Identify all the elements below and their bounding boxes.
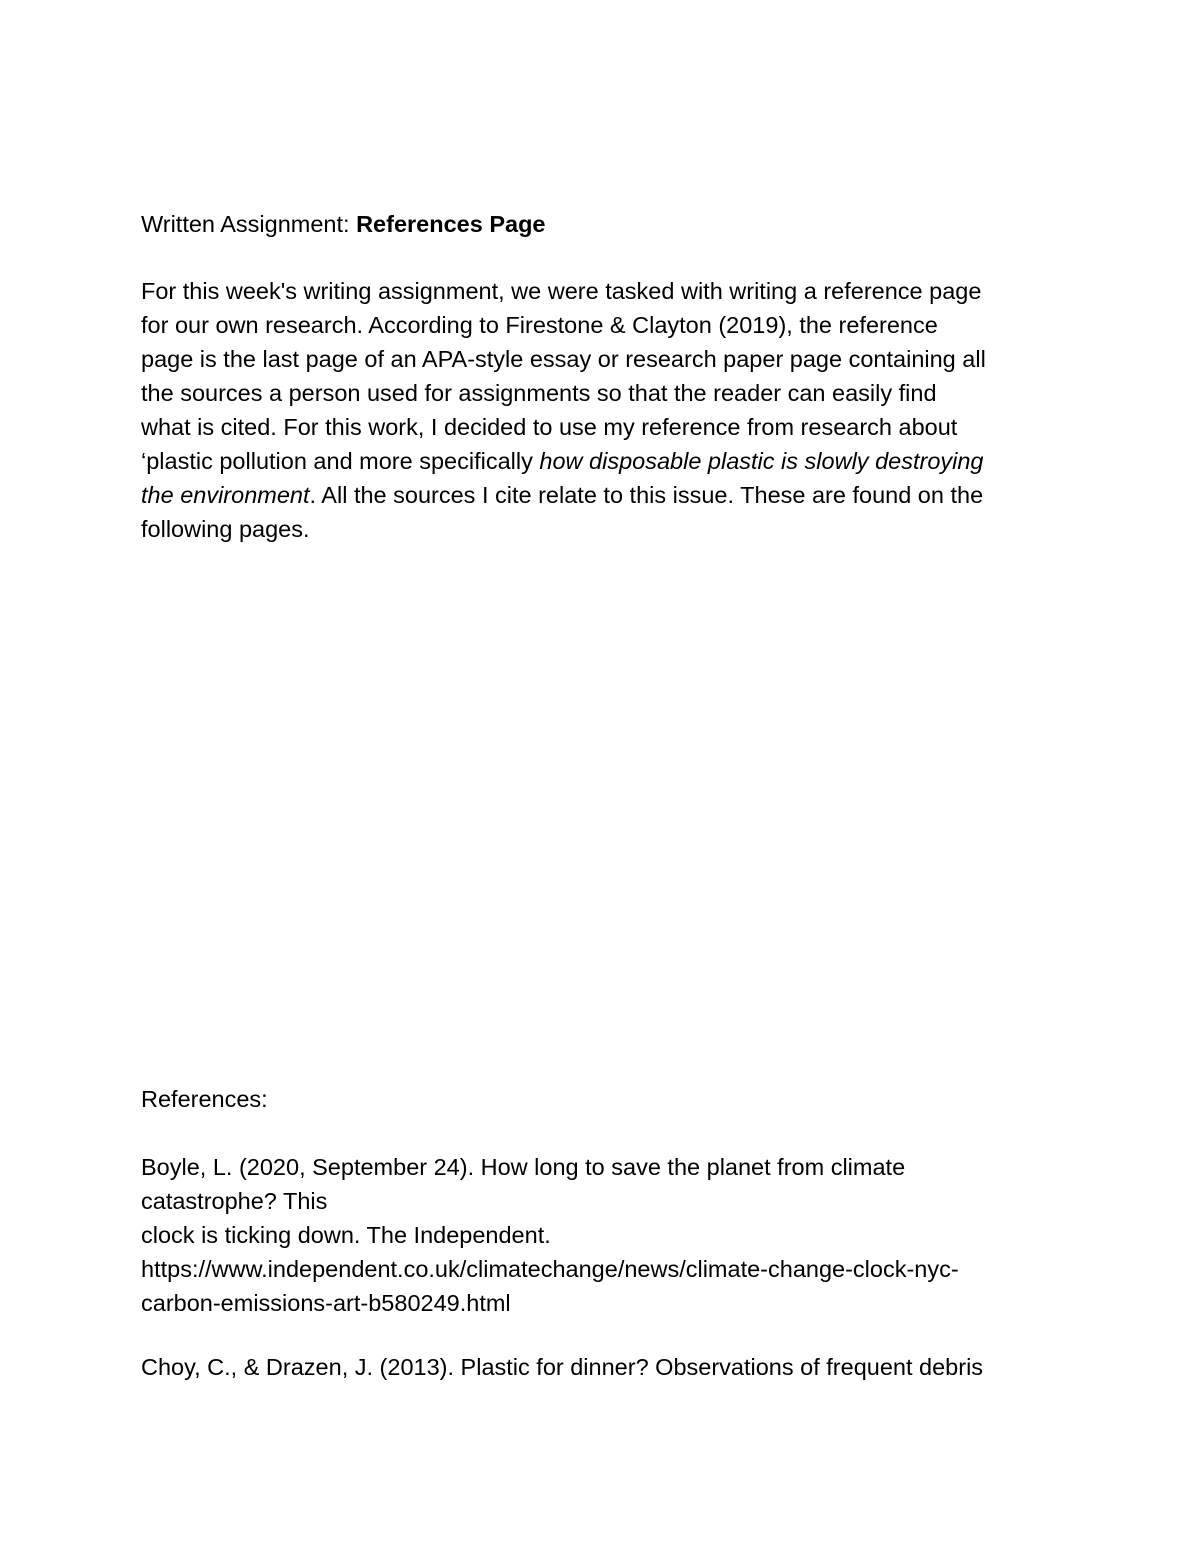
references-title: References: [141,1086,268,1112]
assignment-heading [141,207,1071,241]
reference-entry-choy [141,1350,1071,1384]
intro-line-7 [141,478,1071,512]
intro-line-3: page is the last page of an APA-style essay or research paper page containing all [141,346,986,372]
reference-1-url-line-1: https://www.independent.co.uk/climatechange/news/climate-change-clock-nyc- [141,1256,959,1282]
intro-line-7-italic: the environment [141,482,310,508]
reference-2-line-1: Choy, C., & Drazen, J. (2013). Plastic for dinner? Observations of frequent debris [141,1354,984,1380]
heading-prefix: Written Assignment: [141,211,357,237]
reference-1-line-1: Boyle, L. (2020, September 24). How long to save the planet from climate [141,1154,906,1180]
reference-1-line-2: catastrophe? This [141,1188,328,1214]
reference-entry-boyle [141,1150,1071,1320]
reference-1-url-line-2: carbon-emissions-art-b580249.html [141,1290,511,1316]
intro-line-6 [141,444,1071,478]
intro-line-8: following pages. [141,516,310,542]
intro-line-4: the sources a person used for assignments so that the reader can easily find [141,380,937,406]
intro-line-2: for our own research. According to Firestone & Clayton (2019), the reference [141,312,938,338]
intro-paragraph [141,274,1071,546]
heading-bold-title: References Page [356,211,546,237]
intro-line-6-text: ‘plastic pollution and more specifically [141,448,540,474]
intro-line-7-text: . All the sources I cite relate to this issue. These are found on the [309,482,984,508]
intro-line-1: For this week's writing assignment, we were tasked with writing a reference page [141,278,982,304]
reference-1-line-3: clock is ticking down. The Independent. [141,1222,551,1248]
intro-line-6-italic: how disposable plastic is slowly destroying [539,448,984,474]
intro-line-5: what is cited. For this work, I decided to use my reference from research about [141,414,958,440]
